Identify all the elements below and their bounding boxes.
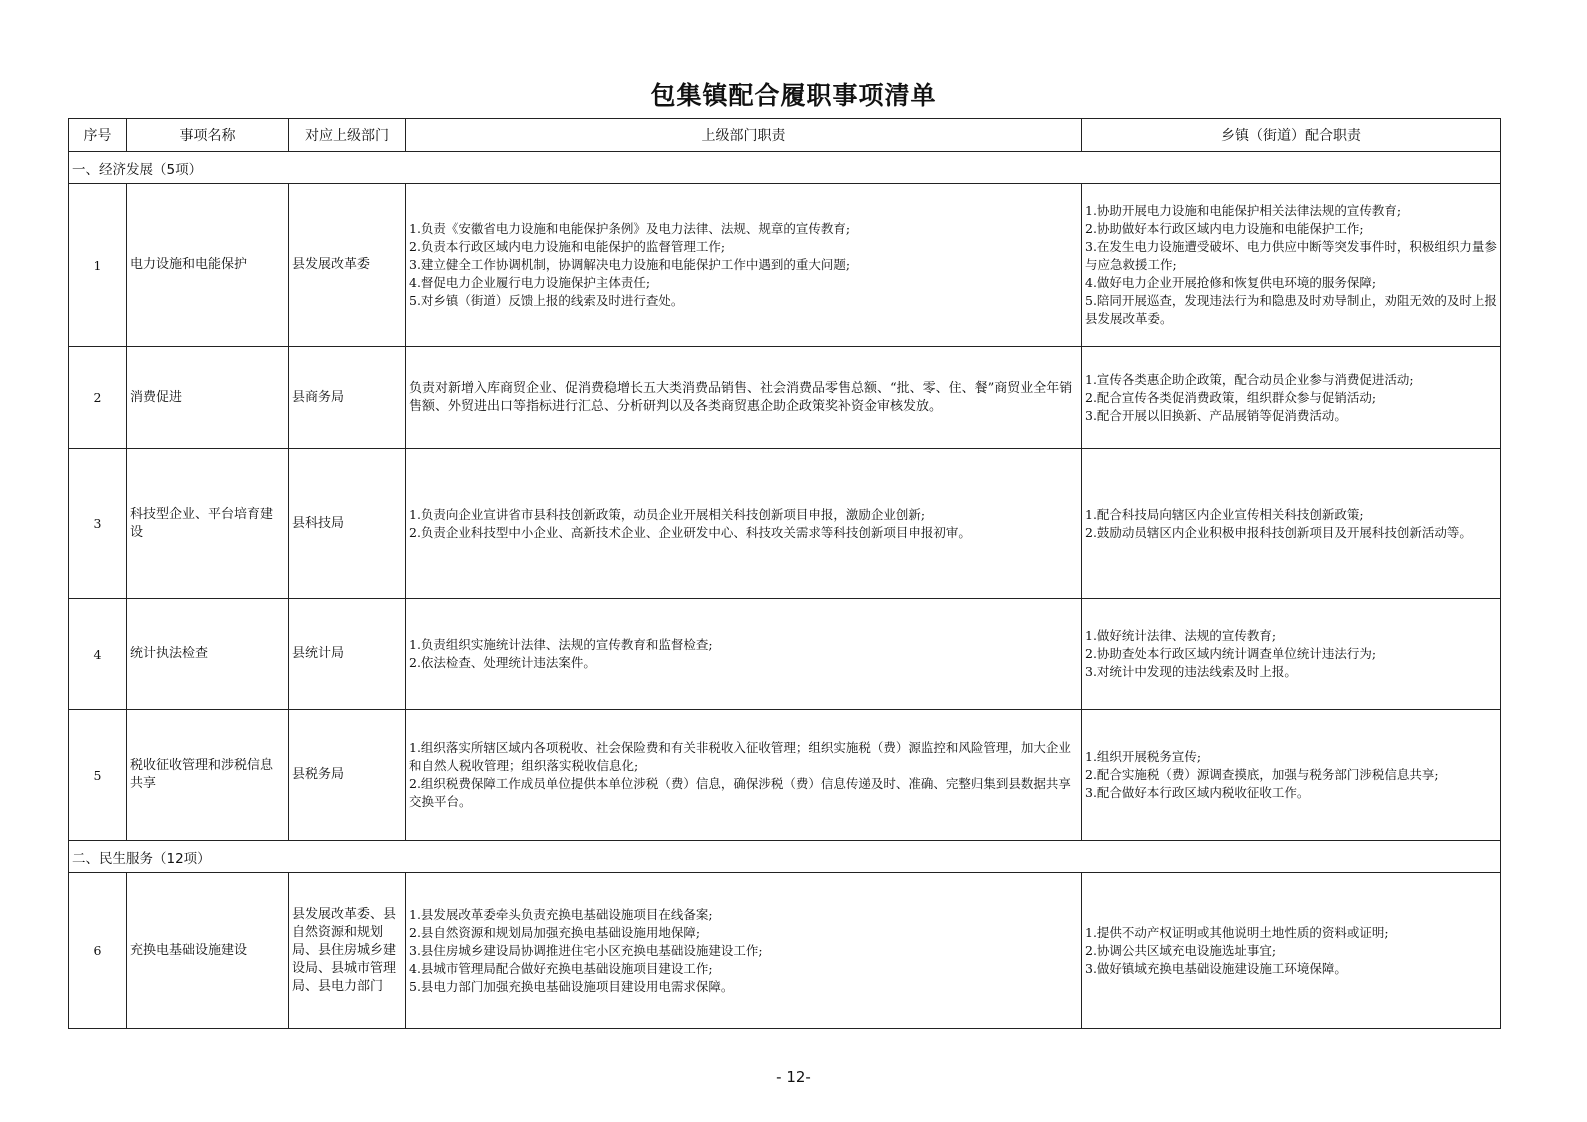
town-duties	[1082, 347, 1501, 449]
upper-dept: 县发展改革委、县自然资源和规划局、县住房城乡建设局、县城市管理局、县电力部门	[289, 873, 406, 1029]
upper-duties	[406, 599, 1082, 710]
row-number: 6	[69, 873, 127, 1029]
duty-line: 1.做好统计法律、法规的宣传教育;	[1085, 628, 1277, 643]
duty-line: 1.配合科技局向辖区内企业宣传相关科技创新政策;	[1085, 506, 1364, 522]
duty-line: 2.协调公共区域充电设施选址事宜;	[1085, 942, 1277, 958]
upper-dept: 县税务局	[289, 710, 406, 841]
row-number: 4	[69, 599, 127, 710]
upper-duties	[406, 710, 1082, 841]
town-duties	[1082, 184, 1501, 347]
section-row	[69, 841, 1501, 873]
row-number: 2	[69, 347, 127, 449]
duty-line: 5.陪同开展巡查，发现违法行为和隐患及时劝导制止，劝阻无效的及时上报县发展改革委。	[1085, 293, 1497, 326]
duty-line: 3.在发生电力设施遭受破坏、电力供应中断等突发事件时，积极组织力量参与应急救援工作;	[1085, 239, 1497, 272]
row-number: 3	[69, 449, 127, 599]
duty-line: 3.做好镇域充换电基础设施建设施工环境保障。	[1085, 960, 1347, 976]
duty-line: 1.负责组织实施统计法律、法规的宣传教育和监督检查;	[409, 637, 713, 652]
duty-line: 2.配合宣传各类促消费政策，组织群众参与促销活动;	[1085, 389, 1377, 405]
duty-line: 2.协助做好本行政区域内电力设施和电能保护工作;	[1085, 221, 1364, 236]
duty-line: 2.负责本行政区域内电力设施和电能保护的监督管理工作;	[409, 239, 726, 254]
duty-line: 1.组织落实所辖区域内各项税收、社会保险费和有关非税收入征收管理；组织实施税（费）源监控和风险管理，加大企业和自然人税收管理；组织落实税收信息化;	[409, 740, 1071, 773]
duty-line: 1.负责《安徽省电力设施和电能保护条例》及电力法律、法规、规章的宣传教育;	[409, 221, 851, 236]
duty-line: 2.组织税费保障工作成员单位提供本单位涉税（费）信息，确保涉税（费）信息传递及时、准确、完整归集到县数据共享交换平台。	[409, 776, 1071, 809]
item-name: 科技型企业、平台培育建设	[127, 449, 289, 599]
upper-duties: 负责对新增入库商贸企业、促消费稳增长五大类消费品销售、社会消费品零售总额、“批、零、住、餐”商贸业全年销售额、外贸进出口等指标进行汇总、分析研判以及各类商贸惠企助企政策奖补资金审核发放。	[406, 347, 1082, 449]
duty-line: 3.县住房城乡建设局协调推进住宅小区充换电基础设施建设工作;	[409, 942, 763, 958]
duty-line: 1.宣传各类惠企助企政策，配合动员企业参与消费促进活动;	[1085, 371, 1414, 387]
table-header-row	[69, 119, 1501, 152]
duty-line: 1.组织开展税务宣传;	[1085, 749, 1202, 764]
item-name: 消费促进	[127, 347, 289, 449]
duty-line: 1.县发展改革委牵头负责充换电基础设施项目在线备案;	[409, 906, 713, 922]
item-name: 统计执法检查	[127, 599, 289, 710]
duty-line: 2.依法检查、处理统计违法案件。	[409, 655, 596, 670]
duty-line: 3.配合做好本行政区域内税收征收工作。	[1085, 785, 1310, 800]
item-name: 电力设施和电能保护	[127, 184, 289, 347]
upper-dept: 县商务局	[289, 347, 406, 449]
upper-dept: 县科技局	[289, 449, 406, 599]
table-row	[69, 710, 1501, 841]
section-title: 一、经济发展（5项）	[69, 152, 1501, 184]
duty-line: 3.对统计中发现的违法线索及时上报。	[1085, 664, 1297, 679]
town-duties	[1082, 449, 1501, 599]
duty-line: 1.协助开展电力设施和电能保护相关法律法规的宣传教育;	[1085, 203, 1402, 218]
item-name: 充换电基础设施建设	[127, 873, 289, 1029]
row-number: 5	[69, 710, 127, 841]
duty-line: 4.县城市管理局配合做好充换电基础设施项目建设工作;	[409, 960, 713, 976]
section-title: 二、民生服务（12项）	[69, 841, 1501, 873]
duty-line: 2.县自然资源和规划局加强充换电基础设施用地保障;	[409, 924, 701, 940]
duty-line: 1.提供不动产权证明或其他说明土地性质的资料或证明;	[1085, 924, 1389, 940]
page-title: 包集镇配合履职事项清单	[650, 81, 937, 110]
duty-line: 3.建立健全工作协调机制，协调解决电力设施和电能保护工作中遇到的重大问题;	[409, 257, 851, 272]
duty-line: 4.做好电力企业开展抢修和恢复供电环境的服务保障;	[1085, 275, 1377, 290]
duty-line: 2.负责企业科技型中小企业、高新技术企业、企业研发中心、科技攻关需求等科技创新项目申报初审。	[409, 524, 971, 540]
duty-line: 5.县电力部门加强充换电基础设施项目建设用电需求保障。	[409, 978, 734, 994]
upper-duties	[406, 184, 1082, 347]
table-row	[69, 184, 1501, 347]
header-seq: 序号	[69, 119, 127, 152]
town-duties	[1082, 873, 1501, 1029]
duty-line: 5.对乡镇（街道）反馈上报的线索及时进行查处。	[409, 293, 684, 308]
table-row	[69, 347, 1501, 449]
duty-line: 2.协助查处本行政区域内统计调查单位统计违法行为;	[1085, 646, 1377, 661]
town-duties	[1082, 710, 1501, 841]
header-upper-dept: 对应上级部门	[289, 119, 406, 152]
section-row	[69, 152, 1501, 184]
header-town-duties: 乡镇（街道）配合职责	[1082, 119, 1501, 152]
duty-line: 3.配合开展以旧换新、产品展销等促消费活动。	[1085, 407, 1347, 423]
header-item-name: 事项名称	[127, 119, 289, 152]
header-upper-duties: 上级部门职责	[406, 119, 1082, 152]
duty-table	[68, 118, 1501, 1029]
duty-line: 2.配合实施税（费）源调查摸底，加强与税务部门涉税信息共享;	[1085, 767, 1439, 782]
table-row	[69, 449, 1501, 599]
item-name: 税收征收管理和涉税信息共享	[127, 710, 289, 841]
duty-line: 2.鼓励动员辖区内企业积极申报科技创新项目及开展科技创新活动等。	[1085, 524, 1472, 540]
page-number: - 12-	[776, 1068, 811, 1086]
town-duties	[1082, 599, 1501, 710]
upper-duties	[406, 449, 1082, 599]
row-number: 1	[69, 184, 127, 347]
duty-line: 1.负责向企业宣讲省市县科技创新政策，动员企业开展相关科技创新项目申报，激励企业创新;	[409, 506, 926, 522]
upper-dept: 县发展改革委	[289, 184, 406, 347]
table-row	[69, 599, 1501, 710]
table-row	[69, 873, 1501, 1029]
upper-dept: 县统计局	[289, 599, 406, 710]
upper-duties	[406, 873, 1082, 1029]
duty-line: 4.督促电力企业履行电力设施保护主体责任;	[409, 275, 651, 290]
